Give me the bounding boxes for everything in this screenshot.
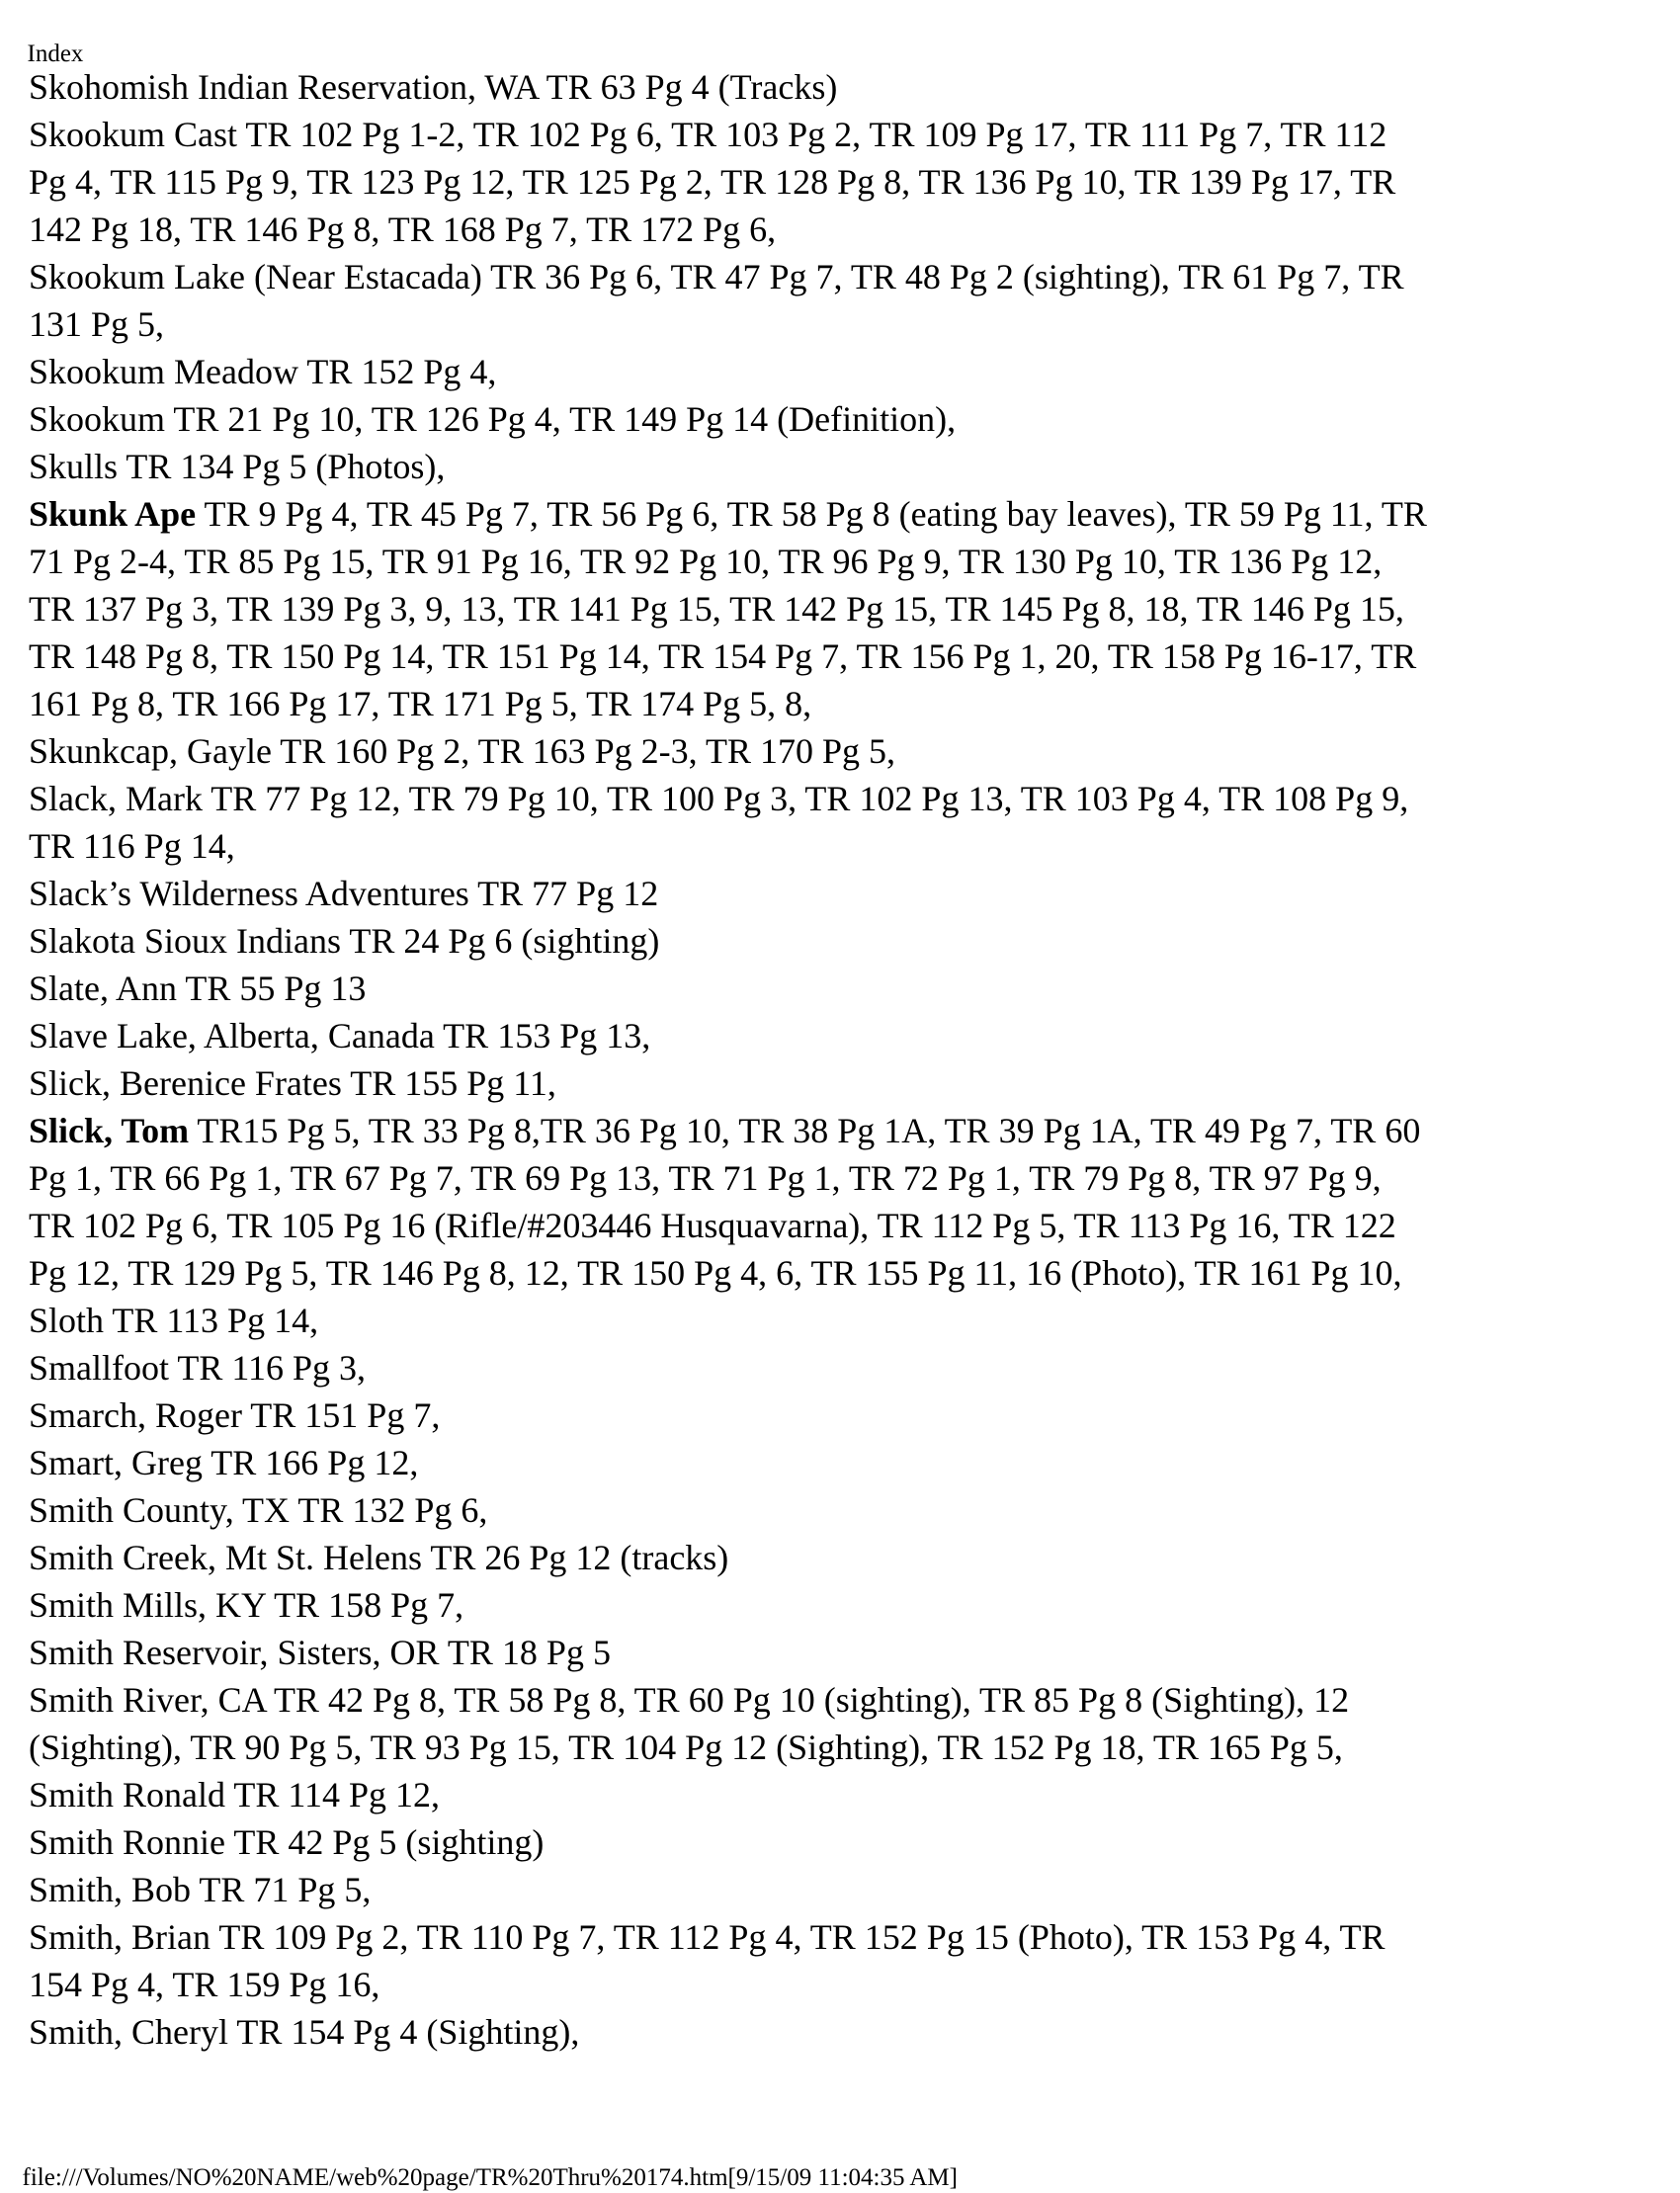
page-title: [15, 10, 83, 69]
index-entry-text: Skookum Cast TR 102 Pg 1-2, TR 102 Pg 6, TR 103 Pg 2, TR 109 Pg 17, TR 111 Pg 7, TR 112: [29, 115, 1387, 154]
index-entry-text: Smith, Brian TR 109 Pg 2, TR 110 Pg 7, TR 112 Pg 4, TR 152 Pg 15 (Photo), TR 153 Pg 4, TR: [29, 1917, 1386, 1957]
index-line: [29, 111, 1427, 158]
index-line: [29, 680, 1427, 727]
index-line: [29, 1818, 1427, 1866]
index-line: [29, 1676, 1427, 1724]
index-line: [29, 1581, 1427, 1629]
index-entry-text: Smarch, Roger TR 151 Pg 7,: [29, 1395, 441, 1435]
index-line: [29, 2008, 1427, 2056]
index-line: [29, 490, 1427, 538]
index-line: [29, 1012, 1427, 1059]
footer-file-path: file:///Volumes/NO%20NAME/web%20page/TR%20Thru%20174.htm[9/15/09 11:04:35 AM]: [22, 2164, 958, 2191]
index-line: [29, 1771, 1427, 1818]
index-line: [29, 585, 1427, 633]
index-line: [29, 727, 1427, 775]
index-line: [29, 63, 1427, 111]
index-entry-text: 154 Pg 4, TR 159 Pg 16,: [29, 1965, 380, 2004]
index-line: [29, 965, 1427, 1012]
index-entry-text: Pg 1, TR 66 Pg 1, TR 67 Pg 7, TR 69 Pg 13, TR 71 Pg 1, TR 72 Pg 1, TR 79 Pg 8, TR 97 Pg 9,: [29, 1158, 1382, 1198]
index-entry-text: Skookum TR 21 Pg 10, TR 126 Pg 4, TR 149 Pg 14 (Definition),: [29, 399, 957, 439]
index-line: [29, 1534, 1427, 1581]
index-line: [29, 1107, 1427, 1154]
index-line: [29, 1629, 1427, 1676]
index-line: [29, 1961, 1427, 2008]
index-entry-text: Smith County, TX TR 132 Pg 6,: [29, 1490, 488, 1530]
index-entry-text: Skohomish Indian Reservation, WA TR 63 Pg 4 (Tracks): [29, 67, 838, 107]
index-entry-text: Slakota Sioux Indians TR 24 Pg 6 (sighting): [29, 921, 660, 961]
index-entry-text: Smart, Greg TR 166 Pg 12,: [29, 1443, 419, 1482]
index-entry-text: TR 102 Pg 6, TR 105 Pg 16 (Rifle/#203446 Husquavarna), TR 112 Pg 5, TR 113 Pg 16, TR 122: [29, 1206, 1396, 1245]
index-entry-text: Smith Ronnie TR 42 Pg 5 (sighting): [29, 1822, 545, 1862]
index-entry-text: Slack’s Wilderness Adventures TR 77 Pg 12: [29, 874, 659, 913]
index-entry-text: Pg 4, TR 115 Pg 9, TR 123 Pg 12, TR 125 Pg 2, TR 128 Pg 8, TR 136 Pg 10, TR 139 Pg 17, TR: [29, 162, 1396, 202]
index-line: [29, 395, 1427, 443]
index-entry-term: Slick, Tom: [29, 1111, 190, 1150]
index-entry-text: Smith Creek, Mt St. Helens TR 26 Pg 12 (tracks): [29, 1538, 729, 1577]
index-entry-term: Skunk Ape: [29, 494, 197, 534]
index-line: [29, 300, 1427, 348]
index-entry-text: TR 116 Pg 14,: [29, 826, 235, 866]
index-line: [29, 1202, 1427, 1249]
index-line: [29, 870, 1427, 917]
index-entry-text: 142 Pg 18, TR 146 Pg 8, TR 168 Pg 7, TR 172 Pg 6,: [29, 210, 777, 249]
index-entry-text: Smith River, CA TR 42 Pg 8, TR 58 Pg 8, TR 60 Pg 10 (sighting), TR 85 Pg 8 (Sighting), 12: [29, 1680, 1350, 1720]
index-line: [29, 206, 1427, 253]
index-entry-text: 161 Pg 8, TR 166 Pg 17, TR 171 Pg 5, TR 174 Pg 5, 8,: [29, 684, 812, 723]
index-line: [29, 1249, 1427, 1297]
index-entry-text: Skulls TR 134 Pg 5 (Photos),: [29, 447, 446, 486]
index-entry-text: Slate, Ann TR 55 Pg 13: [29, 969, 367, 1008]
index-line: [29, 917, 1427, 965]
index-entry-text: TR 9 Pg 4, TR 45 Pg 7, TR 56 Pg 6, TR 58 Pg 8 (eating bay leaves), TR 59 Pg 11, TR: [196, 494, 1427, 534]
index-body: [29, 63, 1427, 2056]
index-entry-text: Skunkcap, Gayle TR 160 Pg 2, TR 163 Pg 2-3, TR 170 Pg 5,: [29, 731, 896, 771]
index-line: [29, 1439, 1427, 1486]
index-line: [29, 1913, 1427, 1961]
index-line: [29, 1297, 1427, 1344]
index-entry-text: 71 Pg 2-4, TR 85 Pg 15, TR 91 Pg 16, TR 92 Pg 10, TR 96 Pg 9, TR 130 Pg 10, TR 136 Pg 12,: [29, 542, 1383, 581]
index-line: [29, 1724, 1427, 1771]
index-entry-text: TR15 Pg 5, TR 33 Pg 8,TR 36 Pg 10, TR 38 Pg 1A, TR 39 Pg 1A, TR 49 Pg 7, TR 60: [189, 1111, 1421, 1150]
index-line: [29, 158, 1427, 206]
index-entry-text: 131 Pg 5,: [29, 304, 165, 344]
index-entry-text: Slick, Berenice Frates TR 155 Pg 11,: [29, 1063, 556, 1103]
index-entry-text: Skookum Lake (Near Estacada) TR 36 Pg 6, TR 47 Pg 7, TR 48 Pg 2 (sighting), TR 61 Pg 7, TR: [29, 257, 1404, 296]
index-line: [29, 1344, 1427, 1392]
index-line: [29, 1866, 1427, 1913]
index-line: [29, 822, 1427, 870]
index-entry-text: (Sighting), TR 90 Pg 5, TR 93 Pg 15, TR 104 Pg 12 (Sighting), TR 152 Pg 18, TR 165 Pg 5,: [29, 1728, 1343, 1767]
index-line: [29, 253, 1427, 300]
page-title-text: Index: [27, 41, 84, 67]
index-line: [29, 1392, 1427, 1439]
index-line: [29, 1486, 1427, 1534]
index-line: [29, 1154, 1427, 1202]
index-entry-text: Smith Mills, KY TR 158 Pg 7,: [29, 1585, 464, 1625]
page-footer: [10, 2134, 958, 2193]
index-entry-text: Pg 12, TR 129 Pg 5, TR 146 Pg 8, 12, TR 150 Pg 4, 6, TR 155 Pg 11, 16 (Photo), TR 161 Pg 10,: [29, 1253, 1402, 1293]
index-entry-text: Smith Reservoir, Sisters, OR TR 18 Pg 5: [29, 1633, 611, 1672]
index-entry-text: Smallfoot TR 116 Pg 3,: [29, 1348, 367, 1388]
index-entry-text: Smith, Cheryl TR 154 Pg 4 (Sighting),: [29, 2012, 580, 2052]
index-entry-text: TR 137 Pg 3, TR 139 Pg 3, 9, 13, TR 141 Pg 15, TR 142 Pg 15, TR 145 Pg 8, 18, TR 146 Pg 15,: [29, 589, 1404, 629]
index-entry-text: Smith, Bob TR 71 Pg 5,: [29, 1870, 372, 1909]
index-line: [29, 348, 1427, 395]
index-line: [29, 443, 1427, 490]
index-entry-text: Smith Ronald TR 114 Pg 12,: [29, 1775, 441, 1814]
index-entry-text: TR 148 Pg 8, TR 150 Pg 14, TR 151 Pg 14, TR 154 Pg 7, TR 156 Pg 1, 20, TR 158 Pg 16-17, TR: [29, 636, 1417, 676]
index-line: [29, 775, 1427, 822]
index-entry-text: Sloth TR 113 Pg 14,: [29, 1301, 319, 1340]
index-entry-text: Slack, Mark TR 77 Pg 12, TR 79 Pg 10, TR 100 Pg 3, TR 102 Pg 13, TR 103 Pg 4, TR 108 Pg 9,: [29, 779, 1409, 818]
index-entry-text: Slave Lake, Alberta, Canada TR 153 Pg 13,: [29, 1016, 651, 1055]
index-line: [29, 538, 1427, 585]
index-entry-text: Skookum Meadow TR 152 Pg 4,: [29, 352, 497, 391]
index-line: [29, 633, 1427, 680]
index-line: [29, 1059, 1427, 1107]
